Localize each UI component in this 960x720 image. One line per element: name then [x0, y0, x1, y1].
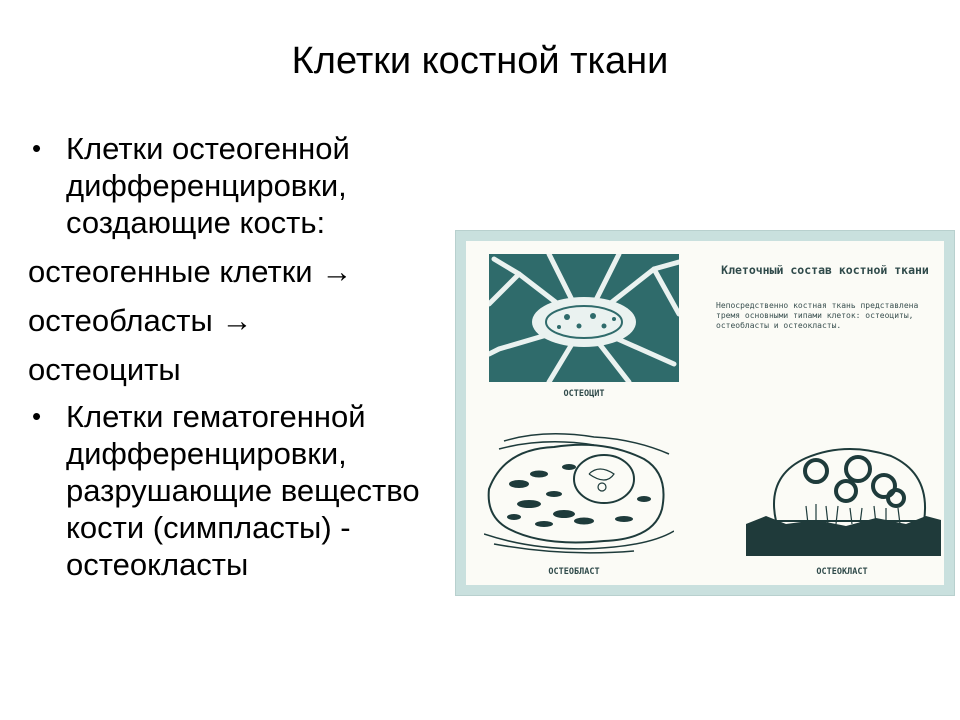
- line-osteocytes: остеоциты: [28, 352, 181, 387]
- bullet-dot-icon: •: [32, 401, 42, 431]
- figure-panel: [466, 241, 944, 585]
- slide-content: [28, 130, 448, 583]
- caption-osteoblast: ОСТЕОБЛАСТ: [548, 567, 600, 577]
- line-osteoblasts: остеобласты →: [28, 303, 253, 338]
- bone-cells-figure: [455, 230, 955, 596]
- osteoblast-illustration: [484, 429, 674, 554]
- bullet-osteogenic-text: Клетки остеогенной дифференцировки, создающие кость:: [66, 131, 350, 240]
- line-osteogenic-cells: остеогенные клетки →: [28, 254, 353, 289]
- slide-title: Клетки костной ткани: [291, 40, 669, 82]
- bullet-hematogenic: [28, 398, 448, 583]
- bullet-hematogenic-text: Клетки гематогенной дифференцировки, разрушающие вещество кости (симпласты) - остеокласты: [66, 399, 420, 582]
- bullet-osteogenic: [28, 130, 448, 241]
- figure-title: Клеточный состав костной ткани: [721, 263, 929, 277]
- osteoclast-illustration: [746, 436, 941, 556]
- caption-osteoclast: ОСТЕОКЛАСТ: [816, 567, 868, 577]
- osteocyte-illustration: [489, 254, 679, 382]
- figure-description: Непосредственно костная ткань представлена тремя основными типами клеток: остеоциты, остеобласты и остеокласты.: [716, 301, 919, 330]
- bullet-dot-icon: •: [32, 133, 42, 163]
- caption-osteocyte: ОСТЕОЦИТ: [563, 389, 605, 399]
